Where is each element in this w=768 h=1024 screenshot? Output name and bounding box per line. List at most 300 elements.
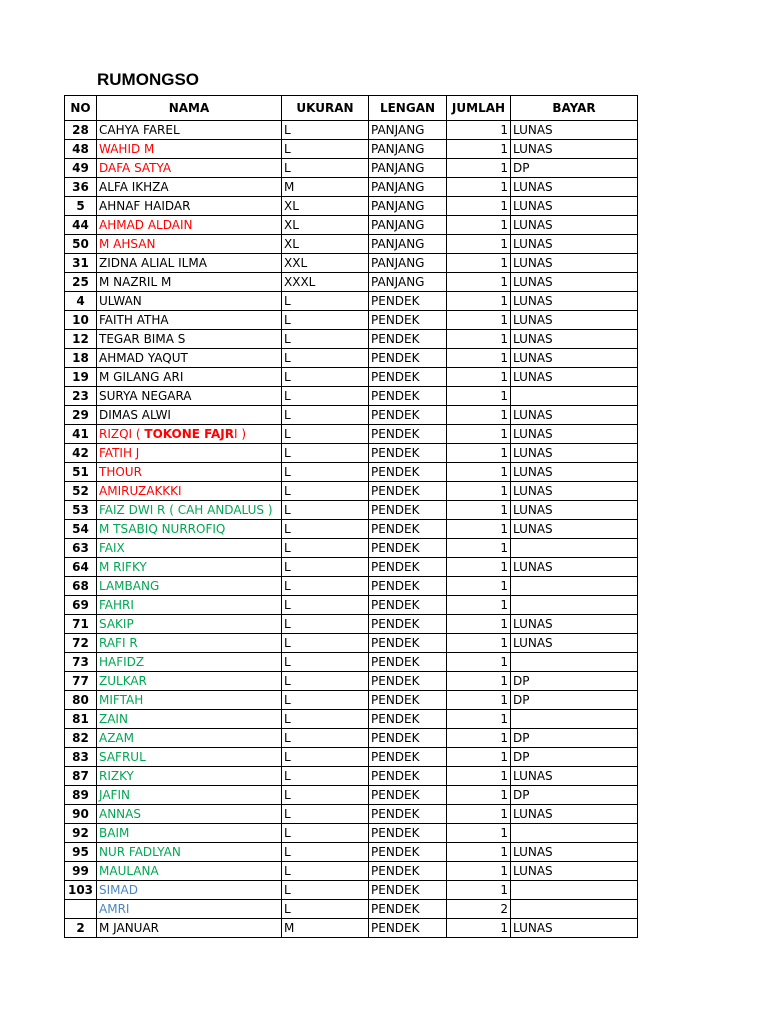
cell-no[interactable]: 19: [65, 368, 97, 387]
cell-bayar[interactable]: DP: [511, 729, 638, 748]
cell-ukuran[interactable]: L: [282, 748, 369, 767]
cell-bayar[interactable]: LUNAS: [511, 235, 638, 254]
cell-nama[interactable]: ZULKAR: [97, 672, 282, 691]
cell-lengan[interactable]: PANJANG: [369, 140, 447, 159]
cell-jumlah[interactable]: 1: [447, 539, 511, 558]
table-row: [65, 672, 638, 691]
cell-ukuran[interactable]: L: [282, 577, 369, 596]
cell-lengan[interactable]: PENDEK: [369, 444, 447, 463]
header-ukuran: UKURAN: [282, 96, 369, 121]
cell-nama[interactable]: MAULANA: [97, 862, 282, 881]
cell-jumlah[interactable]: 1: [447, 178, 511, 197]
cell-lengan[interactable]: PENDEK: [369, 596, 447, 615]
cell-bayar[interactable]: [511, 900, 638, 919]
table-row: [65, 140, 638, 159]
cell-bayar[interactable]: LUNAS: [511, 843, 638, 862]
table-row: [65, 691, 638, 710]
table-row: [65, 406, 638, 425]
cell-ukuran[interactable]: L: [282, 463, 369, 482]
cell-nama[interactable]: HAFIDZ: [97, 653, 282, 672]
cell-jumlah[interactable]: 1: [447, 748, 511, 767]
cell-lengan[interactable]: PENDEK: [369, 729, 447, 748]
cell-jumlah[interactable]: 1: [447, 159, 511, 178]
cell-no[interactable]: 42: [65, 444, 97, 463]
cell-lengan[interactable]: PENDEK: [369, 387, 447, 406]
cell-nama[interactable]: TEGAR BIMA S: [97, 330, 282, 349]
cell-jumlah[interactable]: 2: [447, 900, 511, 919]
cell-lengan[interactable]: PENDEK: [369, 900, 447, 919]
cell-ukuran[interactable]: L: [282, 843, 369, 862]
cell-bayar[interactable]: LUNAS: [511, 634, 638, 653]
cell-bayar[interactable]: DP: [511, 748, 638, 767]
table-row: [65, 121, 638, 140]
order-table: [64, 95, 638, 938]
table-row: [65, 463, 638, 482]
cell-nama[interactable]: AHNAF HAIDAR: [97, 197, 282, 216]
cell-nama[interactable]: M AHSAN: [97, 235, 282, 254]
cell-no[interactable]: 48: [65, 140, 97, 159]
cell-no[interactable]: 92: [65, 824, 97, 843]
cell-lengan[interactable]: PENDEK: [369, 653, 447, 672]
table-row: [65, 748, 638, 767]
cell-lengan[interactable]: PENDEK: [369, 292, 447, 311]
cell-jumlah[interactable]: 1: [447, 463, 511, 482]
cell-jumlah[interactable]: 1: [447, 349, 511, 368]
cell-no[interactable]: 53: [65, 501, 97, 520]
cell-nama[interactable]: ANNAS: [97, 805, 282, 824]
cell-lengan[interactable]: PENDEK: [369, 615, 447, 634]
cell-lengan[interactable]: PENDEK: [369, 311, 447, 330]
cell-bayar[interactable]: LUNAS: [511, 558, 638, 577]
cell-jumlah[interactable]: 1: [447, 368, 511, 387]
table-row: [65, 349, 638, 368]
cell-bayar[interactable]: LUNAS: [511, 197, 638, 216]
cell-nama[interactable]: DAFA SATYA: [97, 159, 282, 178]
cell-lengan[interactable]: PANJANG: [369, 216, 447, 235]
cell-jumlah[interactable]: 1: [447, 292, 511, 311]
cell-nama[interactable]: M RIFKY: [97, 558, 282, 577]
cell-bayar[interactable]: LUNAS: [511, 121, 638, 140]
cell-no[interactable]: 36: [65, 178, 97, 197]
cell-bayar[interactable]: LUNAS: [511, 292, 638, 311]
cell-ukuran[interactable]: XXL: [282, 254, 369, 273]
cell-lengan[interactable]: PENDEK: [369, 330, 447, 349]
cell-no[interactable]: 41: [65, 425, 97, 444]
cell-bayar[interactable]: [511, 539, 638, 558]
cell-bayar[interactable]: LUNAS: [511, 330, 638, 349]
cell-nama[interactable]: JAFIN: [97, 786, 282, 805]
cell-no[interactable]: 71: [65, 615, 97, 634]
cell-nama[interactable]: ALFA IKHZA: [97, 178, 282, 197]
cell-bayar[interactable]: [511, 596, 638, 615]
cell-bayar[interactable]: LUNAS: [511, 254, 638, 273]
cell-nama[interactable]: AMRI: [97, 900, 282, 919]
cell-jumlah[interactable]: 1: [447, 805, 511, 824]
cell-ukuran[interactable]: XXXL: [282, 273, 369, 292]
cell-jumlah[interactable]: 1: [447, 254, 511, 273]
table-row: [65, 729, 638, 748]
cell-bayar[interactable]: LUNAS: [511, 767, 638, 786]
name-part: RIZQI (: [99, 427, 145, 441]
cell-bayar[interactable]: LUNAS: [511, 425, 638, 444]
cell-no[interactable]: 51: [65, 463, 97, 482]
cell-nama[interactable]: AZAM: [97, 729, 282, 748]
cell-nama[interactable]: FAITH ATHA: [97, 311, 282, 330]
cell-jumlah[interactable]: 1: [447, 140, 511, 159]
cell-bayar[interactable]: LUNAS: [511, 501, 638, 520]
cell-jumlah[interactable]: 1: [447, 235, 511, 254]
table-row: [65, 653, 638, 672]
cell-bayar[interactable]: [511, 710, 638, 729]
cell-jumlah[interactable]: 1: [447, 596, 511, 615]
cell-nama[interactable]: MIFTAH: [97, 691, 282, 710]
cell-no[interactable]: 103: [65, 881, 97, 900]
cell-ukuran[interactable]: L: [282, 729, 369, 748]
cell-jumlah[interactable]: 1: [447, 786, 511, 805]
cell-ukuran[interactable]: L: [282, 615, 369, 634]
cell-no[interactable]: 89: [65, 786, 97, 805]
cell-lengan[interactable]: PANJANG: [369, 235, 447, 254]
cell-nama[interactable]: SIMAD: [97, 881, 282, 900]
cell-bayar[interactable]: LUNAS: [511, 349, 638, 368]
cell-ukuran[interactable]: L: [282, 634, 369, 653]
cell-bayar[interactable]: LUNAS: [511, 520, 638, 539]
table-row: [65, 178, 638, 197]
cell-nama[interactable]: M NAZRIL M: [97, 273, 282, 292]
cell-jumlah[interactable]: 1: [447, 672, 511, 691]
cell-no[interactable]: 83: [65, 748, 97, 767]
cell-no[interactable]: 99: [65, 862, 97, 881]
cell-no[interactable]: 81: [65, 710, 97, 729]
header-row: [65, 96, 638, 121]
cell-lengan[interactable]: PENDEK: [369, 710, 447, 729]
cell-lengan[interactable]: PENDEK: [369, 862, 447, 881]
cell-bayar[interactable]: DP: [511, 691, 638, 710]
cell-jumlah[interactable]: 1: [447, 501, 511, 520]
cell-nama[interactable]: FAHRI: [97, 596, 282, 615]
cell-lengan[interactable]: PENDEK: [369, 463, 447, 482]
cell-nama[interactable]: SAKIP: [97, 615, 282, 634]
cell-jumlah[interactable]: 1: [447, 881, 511, 900]
cell-bayar[interactable]: LUNAS: [511, 311, 638, 330]
cell-ukuran[interactable]: L: [282, 406, 369, 425]
cell-nama[interactable]: THOUR: [97, 463, 282, 482]
table-row: [65, 330, 638, 349]
cell-lengan[interactable]: PENDEK: [369, 805, 447, 824]
cell-lengan[interactable]: PENDEK: [369, 824, 447, 843]
table-row: [65, 596, 638, 615]
cell-bayar[interactable]: DP: [511, 786, 638, 805]
cell-jumlah[interactable]: 1: [447, 311, 511, 330]
cell-lengan[interactable]: PENDEK: [369, 691, 447, 710]
cell-jumlah[interactable]: 1: [447, 558, 511, 577]
cell-jumlah[interactable]: 1: [447, 273, 511, 292]
cell-nama[interactable]: ZIDNA ALIAL ILMA: [97, 254, 282, 273]
cell-lengan[interactable]: PANJANG: [369, 121, 447, 140]
cell-lengan[interactable]: PENDEK: [369, 520, 447, 539]
cell-bayar[interactable]: LUNAS: [511, 216, 638, 235]
cell-nama[interactable]: DIMAS ALWI: [97, 406, 282, 425]
cell-ukuran[interactable]: XL: [282, 197, 369, 216]
cell-ukuran[interactable]: L: [282, 482, 369, 501]
cell-jumlah[interactable]: 1: [447, 577, 511, 596]
cell-ukuran[interactable]: L: [282, 444, 369, 463]
table-row: [65, 615, 638, 634]
cell-no[interactable]: 10: [65, 311, 97, 330]
table-row: [65, 368, 638, 387]
cell-no[interactable]: 5: [65, 197, 97, 216]
cell-lengan[interactable]: PANJANG: [369, 273, 447, 292]
cell-jumlah[interactable]: 1: [447, 767, 511, 786]
cell-no[interactable]: 23: [65, 387, 97, 406]
cell-jumlah[interactable]: 1: [447, 425, 511, 444]
cell-jumlah[interactable]: 1: [447, 615, 511, 634]
cell-no[interactable]: 69: [65, 596, 97, 615]
cell-nama[interactable]: M JANUAR: [97, 919, 282, 938]
table-row: [65, 900, 638, 919]
cell-jumlah[interactable]: 1: [447, 444, 511, 463]
cell-ukuran[interactable]: L: [282, 121, 369, 140]
cell-jumlah[interactable]: 1: [447, 520, 511, 539]
cell-jumlah[interactable]: 1: [447, 216, 511, 235]
cell-ukuran[interactable]: L: [282, 159, 369, 178]
cell-no[interactable]: 12: [65, 330, 97, 349]
cell-ukuran[interactable]: L: [282, 900, 369, 919]
cell-nama[interactable]: SURYA NEGARA: [97, 387, 282, 406]
cell-nama[interactable]: ULWAN: [97, 292, 282, 311]
cell-bayar[interactable]: [511, 387, 638, 406]
name-part: I ): [233, 427, 247, 441]
table-row: [65, 634, 638, 653]
cell-nama[interactable]: FAIX: [97, 539, 282, 558]
cell-ukuran[interactable]: L: [282, 520, 369, 539]
table-row: [65, 710, 638, 729]
cell-ukuran[interactable]: L: [282, 330, 369, 349]
table-row: [65, 843, 638, 862]
cell-nama[interactable]: AMIRUZAKKKI: [97, 482, 282, 501]
cell-nama[interactable]: AHMAD YAQUT: [97, 349, 282, 368]
cell-no[interactable]: 29: [65, 406, 97, 425]
cell-bayar[interactable]: LUNAS: [511, 482, 638, 501]
cell-ukuran[interactable]: XL: [282, 216, 369, 235]
cell-ukuran[interactable]: L: [282, 596, 369, 615]
cell-ukuran[interactable]: L: [282, 786, 369, 805]
cell-no[interactable]: 4: [65, 292, 97, 311]
cell-nama[interactable]: FATIH J: [97, 444, 282, 463]
cell-jumlah[interactable]: 1: [447, 710, 511, 729]
table-row: [65, 824, 638, 843]
table-row: [65, 387, 638, 406]
cell-lengan[interactable]: PANJANG: [369, 197, 447, 216]
cell-ukuran[interactable]: L: [282, 710, 369, 729]
cell-no[interactable]: 25: [65, 273, 97, 292]
cell-nama[interactable]: BAIM: [97, 824, 282, 843]
cell-lengan[interactable]: PENDEK: [369, 919, 447, 938]
cell-jumlah[interactable]: 1: [447, 653, 511, 672]
cell-no[interactable]: 50: [65, 235, 97, 254]
cell-bayar[interactable]: LUNAS: [511, 444, 638, 463]
cell-ukuran[interactable]: L: [282, 387, 369, 406]
cell-ukuran[interactable]: L: [282, 539, 369, 558]
cell-jumlah[interactable]: 1: [447, 691, 511, 710]
cell-nama[interactable]: NUR FADLYAN: [97, 843, 282, 862]
cell-bayar[interactable]: [511, 653, 638, 672]
cell-no[interactable]: 18: [65, 349, 97, 368]
cell-jumlah[interactable]: 1: [447, 634, 511, 653]
table-row: [65, 197, 638, 216]
cell-lengan[interactable]: PENDEK: [369, 881, 447, 900]
cell-lengan[interactable]: PENDEK: [369, 425, 447, 444]
cell-lengan[interactable]: PENDEK: [369, 748, 447, 767]
cell-jumlah[interactable]: 1: [447, 862, 511, 881]
cell-jumlah[interactable]: 1: [447, 824, 511, 843]
cell-jumlah[interactable]: 1: [447, 919, 511, 938]
cell-lengan[interactable]: PENDEK: [369, 786, 447, 805]
cell-ukuran[interactable]: L: [282, 881, 369, 900]
cell-no[interactable]: 73: [65, 653, 97, 672]
cell-ukuran[interactable]: XL: [282, 235, 369, 254]
cell-no[interactable]: 44: [65, 216, 97, 235]
table-row: [65, 805, 638, 824]
cell-ukuran[interactable]: L: [282, 691, 369, 710]
header-bayar: BAYAR: [511, 96, 638, 121]
table-row: [65, 539, 638, 558]
cell-ukuran[interactable]: L: [282, 558, 369, 577]
cell-lengan[interactable]: PENDEK: [369, 368, 447, 387]
cell-bayar[interactable]: [511, 824, 638, 843]
cell-no[interactable]: 77: [65, 672, 97, 691]
cell-nama[interactable]: M TSABIQ NURROFIQ: [97, 520, 282, 539]
cell-jumlah[interactable]: 1: [447, 387, 511, 406]
table-row: [65, 254, 638, 273]
cell-jumlah[interactable]: 1: [447, 482, 511, 501]
cell-lengan[interactable]: PENDEK: [369, 634, 447, 653]
cell-no[interactable]: 52: [65, 482, 97, 501]
cell-ukuran[interactable]: L: [282, 368, 369, 387]
cell-bayar[interactable]: LUNAS: [511, 368, 638, 387]
sheet-title: RUMONGSO: [97, 70, 199, 89]
table-row: [65, 425, 638, 444]
cell-nama[interactable]: M GILANG ARI: [97, 368, 282, 387]
cell-nama[interactable]: [97, 425, 282, 444]
cell-lengan[interactable]: PENDEK: [369, 406, 447, 425]
cell-no[interactable]: 68: [65, 577, 97, 596]
cell-ukuran[interactable]: L: [282, 672, 369, 691]
cell-bayar[interactable]: LUNAS: [511, 140, 638, 159]
table-row: [65, 235, 638, 254]
cell-nama[interactable]: FAIZ DWI R ( CAH ANDALUS ): [97, 501, 282, 520]
cell-ukuran[interactable]: L: [282, 653, 369, 672]
cell-lengan[interactable]: PENDEK: [369, 349, 447, 368]
cell-ukuran[interactable]: M: [282, 178, 369, 197]
cell-no[interactable]: 54: [65, 520, 97, 539]
cell-nama[interactable]: SAFRUL: [97, 748, 282, 767]
cell-no[interactable]: 2: [65, 919, 97, 938]
header-no: NO: [65, 96, 97, 121]
cell-nama[interactable]: CAHYA FAREL: [97, 121, 282, 140]
cell-ukuran[interactable]: L: [282, 349, 369, 368]
cell-lengan[interactable]: PANJANG: [369, 254, 447, 273]
table-row: [65, 767, 638, 786]
cell-bayar[interactable]: DP: [511, 672, 638, 691]
cell-bayar[interactable]: LUNAS: [511, 178, 638, 197]
table-row: [65, 216, 638, 235]
cell-nama[interactable]: RIZKY: [97, 767, 282, 786]
cell-nama[interactable]: AHMAD ALDAIN: [97, 216, 282, 235]
cell-no[interactable]: 82: [65, 729, 97, 748]
cell-lengan[interactable]: PANJANG: [369, 178, 447, 197]
cell-ukuran[interactable]: L: [282, 425, 369, 444]
cell-ukuran[interactable]: L: [282, 501, 369, 520]
cell-jumlah[interactable]: 1: [447, 197, 511, 216]
cell-ukuran[interactable]: L: [282, 805, 369, 824]
cell-jumlah[interactable]: 1: [447, 330, 511, 349]
table-row: [65, 520, 638, 539]
cell-no[interactable]: 28: [65, 121, 97, 140]
cell-lengan[interactable]: PENDEK: [369, 577, 447, 596]
cell-lengan[interactable]: PENDEK: [369, 767, 447, 786]
cell-jumlah[interactable]: 1: [447, 729, 511, 748]
cell-bayar[interactable]: DP: [511, 159, 638, 178]
cell-bayar[interactable]: LUNAS: [511, 615, 638, 634]
cell-jumlah[interactable]: 1: [447, 121, 511, 140]
cell-no[interactable]: 31: [65, 254, 97, 273]
cell-bayar[interactable]: LUNAS: [511, 862, 638, 881]
cell-bayar[interactable]: LUNAS: [511, 273, 638, 292]
cell-ukuran[interactable]: L: [282, 824, 369, 843]
cell-no[interactable]: [65, 900, 97, 919]
cell-ukuran[interactable]: L: [282, 311, 369, 330]
cell-lengan[interactable]: PENDEK: [369, 539, 447, 558]
cell-ukuran[interactable]: L: [282, 767, 369, 786]
cell-ukuran[interactable]: L: [282, 862, 369, 881]
cell-lengan[interactable]: PENDEK: [369, 843, 447, 862]
cell-no[interactable]: 95: [65, 843, 97, 862]
cell-lengan[interactable]: PENDEK: [369, 558, 447, 577]
cell-no[interactable]: 49: [65, 159, 97, 178]
table-row: [65, 501, 638, 520]
cell-bayar[interactable]: [511, 577, 638, 596]
cell-lengan[interactable]: PANJANG: [369, 159, 447, 178]
cell-jumlah[interactable]: 1: [447, 843, 511, 862]
cell-bayar[interactable]: LUNAS: [511, 463, 638, 482]
cell-no[interactable]: 64: [65, 558, 97, 577]
cell-no[interactable]: 63: [65, 539, 97, 558]
cell-bayar[interactable]: LUNAS: [511, 805, 638, 824]
table-row: [65, 862, 638, 881]
header-nama: NAMA: [97, 96, 282, 121]
cell-bayar[interactable]: [511, 881, 638, 900]
table-row: [65, 159, 638, 178]
cell-nama[interactable]: LAMBANG: [97, 577, 282, 596]
cell-nama[interactable]: WAHID M: [97, 140, 282, 159]
cell-ukuran[interactable]: L: [282, 140, 369, 159]
cell-ukuran[interactable]: L: [282, 292, 369, 311]
cell-jumlah[interactable]: 1: [447, 406, 511, 425]
cell-lengan[interactable]: PENDEK: [369, 482, 447, 501]
cell-nama[interactable]: RAFI R: [97, 634, 282, 653]
cell-ukuran[interactable]: M: [282, 919, 369, 938]
cell-lengan[interactable]: PENDEK: [369, 672, 447, 691]
cell-lengan[interactable]: PENDEK: [369, 501, 447, 520]
cell-no[interactable]: 90: [65, 805, 97, 824]
cell-no[interactable]: 87: [65, 767, 97, 786]
cell-no[interactable]: 80: [65, 691, 97, 710]
cell-nama[interactable]: ZAIN: [97, 710, 282, 729]
cell-bayar[interactable]: LUNAS: [511, 406, 638, 425]
cell-bayar[interactable]: LUNAS: [511, 919, 638, 938]
cell-no[interactable]: 72: [65, 634, 97, 653]
